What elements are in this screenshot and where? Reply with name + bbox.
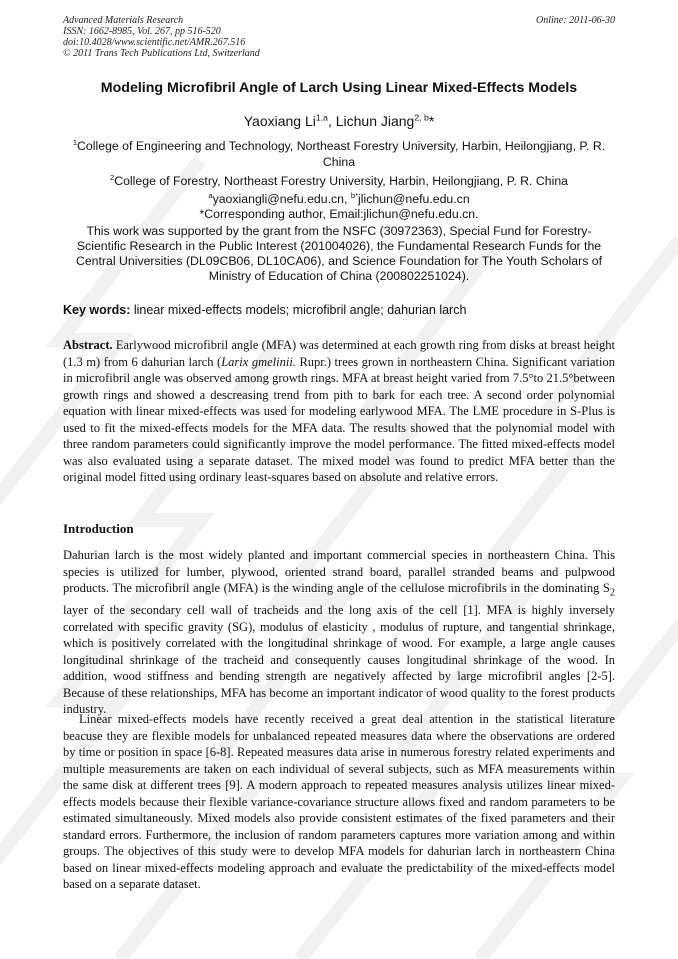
- corresponding-author: *Corresponding author, Email:jlichun@nefu.edu.cn.: [199, 207, 479, 221]
- abstract-label: Abstract.: [63, 338, 113, 352]
- abstract: [63, 337, 615, 486]
- abstract-text-2: Rupr.) trees grown in northeastern China. Significant variation in microfibril angle was observed among growth rings. MFA at breast height varied from 7.5°to 21.5°between growth rings and showed a descreasing trend from pith to bark for each tree. A second order polynomial equation with linear mixed-effects was used for modeling earlywood MFA. The LME procedure in S-Plus is used to fit the mixed-effects models for the MFA data. The results showed that the polynomial model with three random parameters could significantly improve the model performance. The fitted mixed-effects model was also evaluated using a separate dataset. The mixed model was found to predict MFA better than the original model fitted using ordinary least-squares based on absolute and relative errors.: [63, 354, 615, 484]
- abstract-text-1: Earlywood microfibril angle (MFA) was determined at each growth ring from disks at breast height (1.3 m) from 6 dahurian larch (: [63, 338, 615, 369]
- email-a-marker: a: [208, 190, 213, 200]
- email-a[interactable]: yaoxiangli@nefu.edu.cn,: [212, 192, 351, 206]
- author-2-name: Lichun Jiang: [335, 113, 415, 129]
- corresponding-mark: *: [428, 113, 435, 129]
- affiliation-1-number: 1: [72, 137, 78, 147]
- affiliation-2-text: College of Forestry, Northeast Forestry University, Harbin, Heilongjiang, P. R. China: [114, 174, 569, 188]
- keywords-text: linear mixed-effects models; microfibril angle; dahurian larch: [130, 303, 467, 317]
- affiliation-2: [63, 173, 615, 189]
- funding-statement: This work was supported by the grant from the NSFC (30972363), Special Fund for Forestry-Scientific Research in the Public Interest (201004026), the Fundamental Research Funds for the Central Universities (DL09CB06, DL10CA06), and Science Foundation for The Youth Scholars of Ministry of Education of China (200802251024).: [75, 224, 603, 283]
- affiliation-1-text: College of Engineering and Technology, Northeast Forestry University, Harbin, Heilongjiang, P. R. China: [77, 139, 606, 169]
- keywords: [63, 303, 615, 317]
- journal-issn: ISSN: 1662-8985, Vol. 267, pp 516-520: [63, 26, 221, 37]
- introduction-paragraph-1: [63, 547, 615, 718]
- author-separator: ,: [327, 113, 336, 129]
- species-name: Larix gmelinii.: [221, 354, 296, 369]
- journal-name: Advanced Materials Research: [63, 15, 184, 26]
- affiliation-1: [63, 138, 615, 170]
- paper-title: Modeling Microfibril Angle of Larch Using Linear Mixed-Effects Models: [100, 80, 578, 96]
- author-line: [0, 113, 678, 129]
- introduction-paragraph-2: Linear mixed-effects models have recently received a great deal attention in the statistical literature beacuse they are flexible models for unbalanced repeated measures data where the observations are ordered by time or position in space [6-8]. Repeated measures data arise in numerous forestry related experiments and multiple measurements are taken on each individual of several subjects, such as MFA measurements within the same disk at different trees [9]. A modern approach to repeated measures analysis utilizes linear mixed-effects models because their flexible variance-covariance structure allows fixed and random parameters to be estimated simultaneously. Mixed models also provide consistent estimates of the fixed parameters and their standard errors. Furthermore, the inclusion of random parameters captures more variation among and within groups. The objectives of this study were to develop MFA models for dahurian larch in northeastern China based on linear mixed-effects modeling approach and evaluate the predictability of the mixed-effects model based on a separate dataset.: [63, 712, 615, 891]
- journal-doi: doi:10.4028/www.scientific.net/AMR.267.516: [63, 37, 246, 48]
- online-date: Online: 2011-06-30: [536, 15, 615, 26]
- affiliation-2-number: 2: [109, 172, 115, 182]
- email-b-marker: b*: [350, 190, 359, 200]
- email-b[interactable]: jlichun@nefu.edu.cn: [358, 192, 470, 206]
- intro-p1-text-a: Dahurian larch is the most widely planted and important commercial species in northeastern China. This species is utilized for lumber, plywood, oriented strand board, parallel stranded beams and pulpwood products. The microfibril angle (MFA) is the winding angle of the cellulose microfibrils in the dominating S: [63, 548, 615, 595]
- introduction-heading: Introduction: [63, 521, 134, 536]
- keywords-label: Key words:: [63, 303, 131, 317]
- intro-p1-subscript: 2: [609, 587, 615, 599]
- journal-header: [63, 15, 615, 59]
- journal-copyright: © 2011 Trans Tech Publications Ltd, Switzerland: [63, 48, 260, 59]
- author-2-marker: 2, b: [414, 112, 429, 123]
- email-line: [63, 192, 615, 207]
- email-block: [63, 192, 615, 222]
- intro-p1-text-b: layer of the secondary cell wall of tracheids and the long axis of the cell [1]. MFA is highly inversely correlated with specific gravity (SG), modulus of elasticity , modulus of rupture, and tangential shrinkage, which is positively correlated with the longitudinal shrinkage of wood. For example, a large angle causes longitudinal shrinkage of the tracheid and consequently causes longitudinal shrinkage of the wood. In addition, wood stiffness and bending strength are negatively affected by large microfibril angles [2-5]. Because of these relationships, MFA has become an important indicator of wood quality to the forest products industry.: [63, 603, 615, 716]
- author-1-marker: 1,a: [315, 112, 328, 123]
- author-1-name: Yaoxiang Li: [243, 113, 316, 129]
